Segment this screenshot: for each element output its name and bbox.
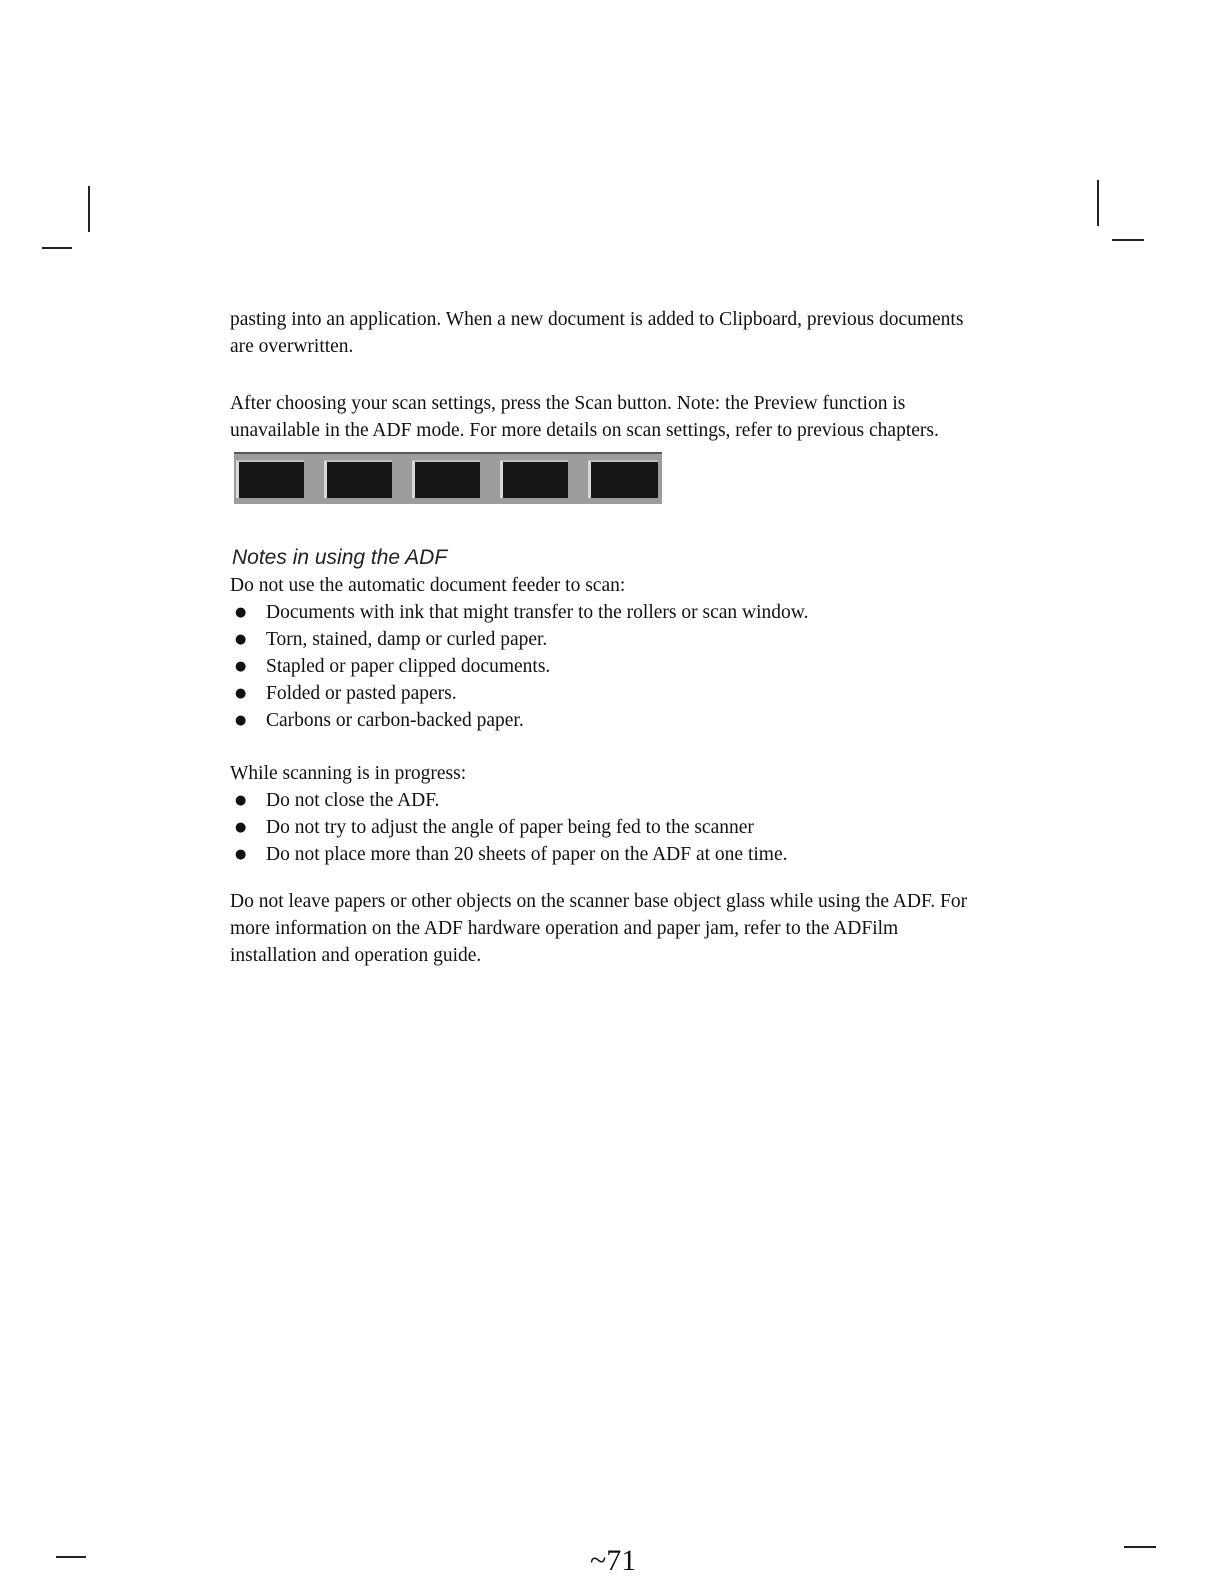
list-item (230, 626, 970, 653)
list-item (230, 787, 970, 814)
notes-intro: Do not use the automatic document feeder to scan: (230, 575, 626, 596)
page-number: ~71 (590, 1544, 637, 1577)
list-item-text: Do not place more than 20 sheets of paper on the ADF at one time. (266, 844, 788, 865)
list-item (230, 814, 970, 841)
scan-toolbar-image (234, 452, 662, 504)
list-item (230, 841, 970, 868)
bullet-icon: ● (235, 632, 247, 647)
toolbar-button[interactable] (500, 460, 568, 498)
bullet-icon: ● (235, 713, 247, 728)
crop-mark-top-right-vertical (1097, 180, 1099, 226)
crop-mark-bottom-left-horizontal (56, 1556, 86, 1558)
crop-mark-bottom-right-horizontal (1124, 1546, 1156, 1548)
paragraph-scan-settings: After choosing your scan settings, press the Scan button. Note: the Preview function is unavailable in the ADF mode. For more details on scan settings, refer to previous chapters. (230, 393, 939, 441)
bullet-icon: ● (235, 820, 247, 835)
list-item-text: Folded or pasted papers. (266, 683, 457, 704)
bullet-icon: ● (235, 659, 247, 674)
bullet-icon: ● (235, 686, 247, 701)
toolbar-button[interactable] (236, 460, 304, 498)
list-item-text: Do not close the ADF. (266, 790, 440, 811)
toolbar-button[interactable] (324, 460, 392, 498)
list-item-text: Carbons or carbon-backed paper. (266, 710, 524, 731)
list-item-text: Documents with ink that might transfer to the rollers or scan window. (266, 602, 809, 623)
list-item-text: Do not try to adjust the angle of paper being fed to the scanner (266, 817, 754, 838)
list-item (230, 707, 970, 734)
crop-mark-top-left-vertical (88, 186, 90, 232)
page-content (230, 306, 970, 969)
paragraph-clipboard: pasting into an application. When a new document is added to Clipboard, previous documents are overwritten. (230, 309, 964, 357)
bullet-icon: ● (235, 793, 247, 808)
list-item (230, 653, 970, 680)
closing-paragraph: Do not leave papers or other objects on the scanner base object glass while using the ADF. For more information on the ADF hardware operation and paper jam, refer to the ADFilm installation and operation guide. (230, 891, 968, 966)
progress-list (230, 787, 970, 868)
crop-mark-top-left-horizontal (42, 247, 72, 249)
notes-heading: Notes in using the ADF (232, 546, 448, 569)
list-item-text: Stapled or paper clipped documents. (266, 656, 551, 677)
toolbar-button[interactable] (588, 460, 658, 498)
list-item (230, 599, 970, 626)
bullet-icon: ● (235, 605, 247, 620)
bullet-icon: ● (235, 847, 247, 862)
toolbar-button[interactable] (412, 460, 480, 498)
crop-mark-top-right-horizontal (1112, 239, 1144, 241)
list-item (230, 680, 970, 707)
notes-list (230, 599, 970, 734)
progress-intro: While scanning is in progress: (230, 763, 467, 784)
list-item-text: Torn, stained, damp or curled paper. (266, 629, 548, 650)
